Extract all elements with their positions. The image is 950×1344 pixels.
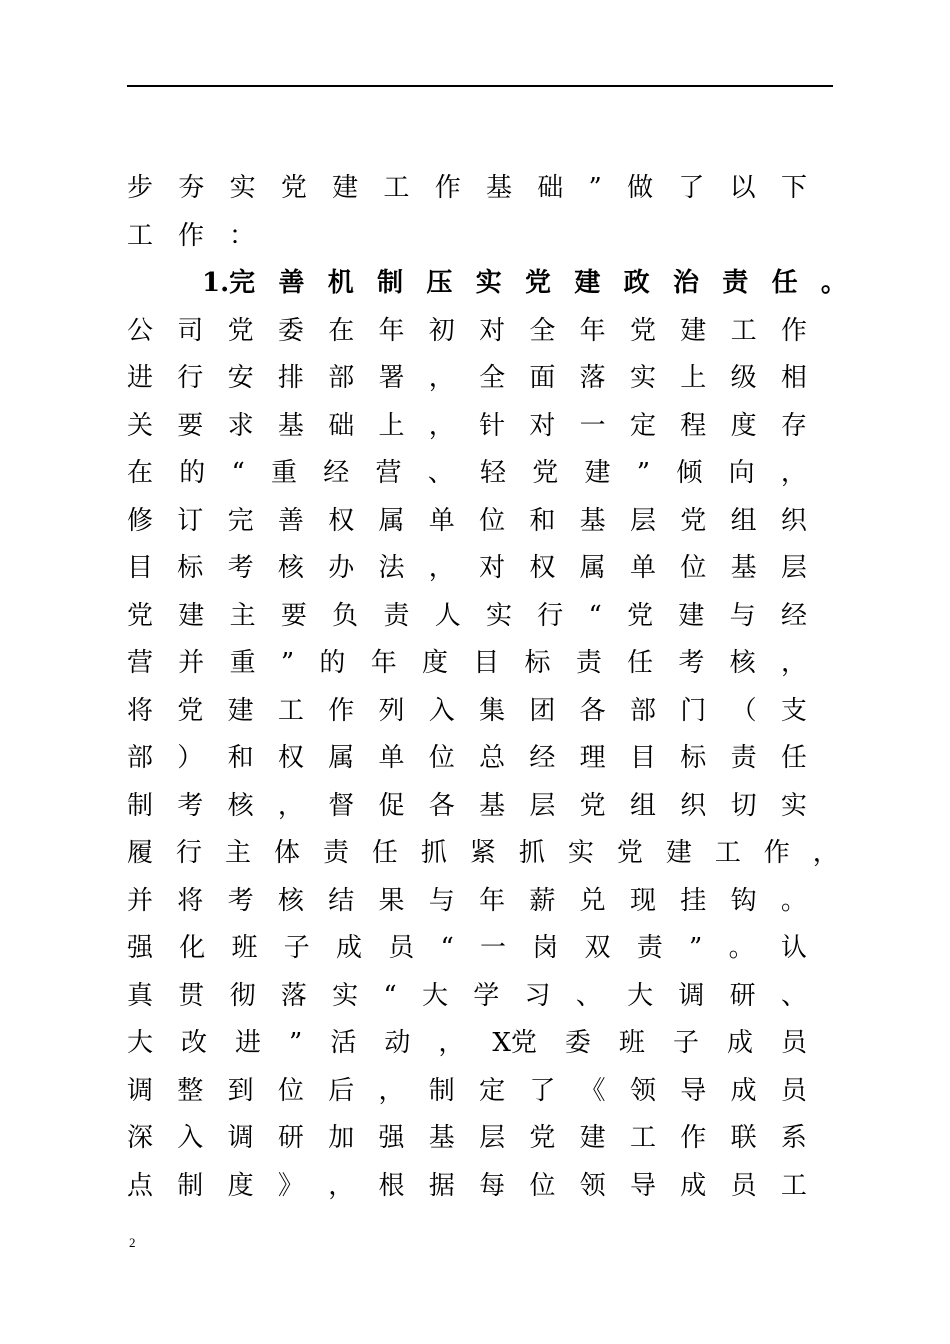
text-line: 关 要 求 基 础 上 ， 针 对 一 定 程 度 存 <box>127 410 807 441</box>
header-rule <box>127 85 833 87</box>
text-line: 点 制 度 》 ， 根 据 每 位 领 导 成 员 工 <box>127 1170 807 1201</box>
text-line: 目 标 考 核 办 法 ， 对 权 属 单 位 基 层 <box>127 553 807 583</box>
body-text <box>127 165 847 1210</box>
text-line: 工 作 ： <box>127 220 256 251</box>
text-line: 调 整 到 位 后 ， 制 定 了 《 领 导 成 员 <box>127 1075 807 1106</box>
text-line: 部 ） 和 权 属 单 位 总 经 理 目 标 责 任 <box>127 743 807 773</box>
section-heading: 1.完 善 机 制 压 实 党 建 政 治 责 任 。 <box>202 268 847 298</box>
text-line: 修 订 完 善 权 属 单 位 和 基 层 党 组 织 <box>127 505 807 536</box>
text-line: 制 考 核 ， 督 促 各 基 层 党 组 织 切 实 <box>127 790 807 821</box>
page-number: 2 <box>129 1235 136 1250</box>
text-line: 进 行 安 排 部 署 ， 全 面 落 实 上 级 相 <box>127 363 807 393</box>
text-line: 步 夯 实 党 建 工 作 基 础 ” 做 了 以 下 <box>127 173 807 203</box>
text-line: 大 改 进 ” 活 动 ， X党 委 班 子 成 员 <box>127 1028 807 1058</box>
text-line: 强 化 班 子 成 员 “ 一 岗 双 责 ” 。 认 <box>127 933 807 963</box>
text-line: 并 将 考 核 结 果 与 年 薪 兑 现 挂 钩 。 <box>127 885 807 916</box>
text-line: 将 党 建 工 作 列 入 集 团 各 部 门 （ 支 <box>127 695 807 726</box>
text-line: 公 司 党 委 在 年 初 对 全 年 党 建 工 作 <box>127 315 807 346</box>
text-line: 履 行 主 体 责 任 抓 紧 抓 实 党 建 工 作 ， <box>127 838 839 868</box>
text-line: 真 贯 彻 落 实 “ 大 学 习 、 大 调 研 、 <box>127 980 807 1011</box>
text-line: 营 并 重 ” 的 年 度 目 标 责 任 考 核 ， <box>127 648 807 678</box>
text-line: 党 建 主 要 负 责 人 实 行 “ 党 建 与 经 <box>127 600 807 631</box>
text-line: 在 的 “ 重 经 营 、 轻 党 建 ” 倾 向 ， <box>127 458 807 488</box>
text-line: 深 入 调 研 加 强 基 层 党 建 工 作 联 系 <box>127 1123 807 1153</box>
